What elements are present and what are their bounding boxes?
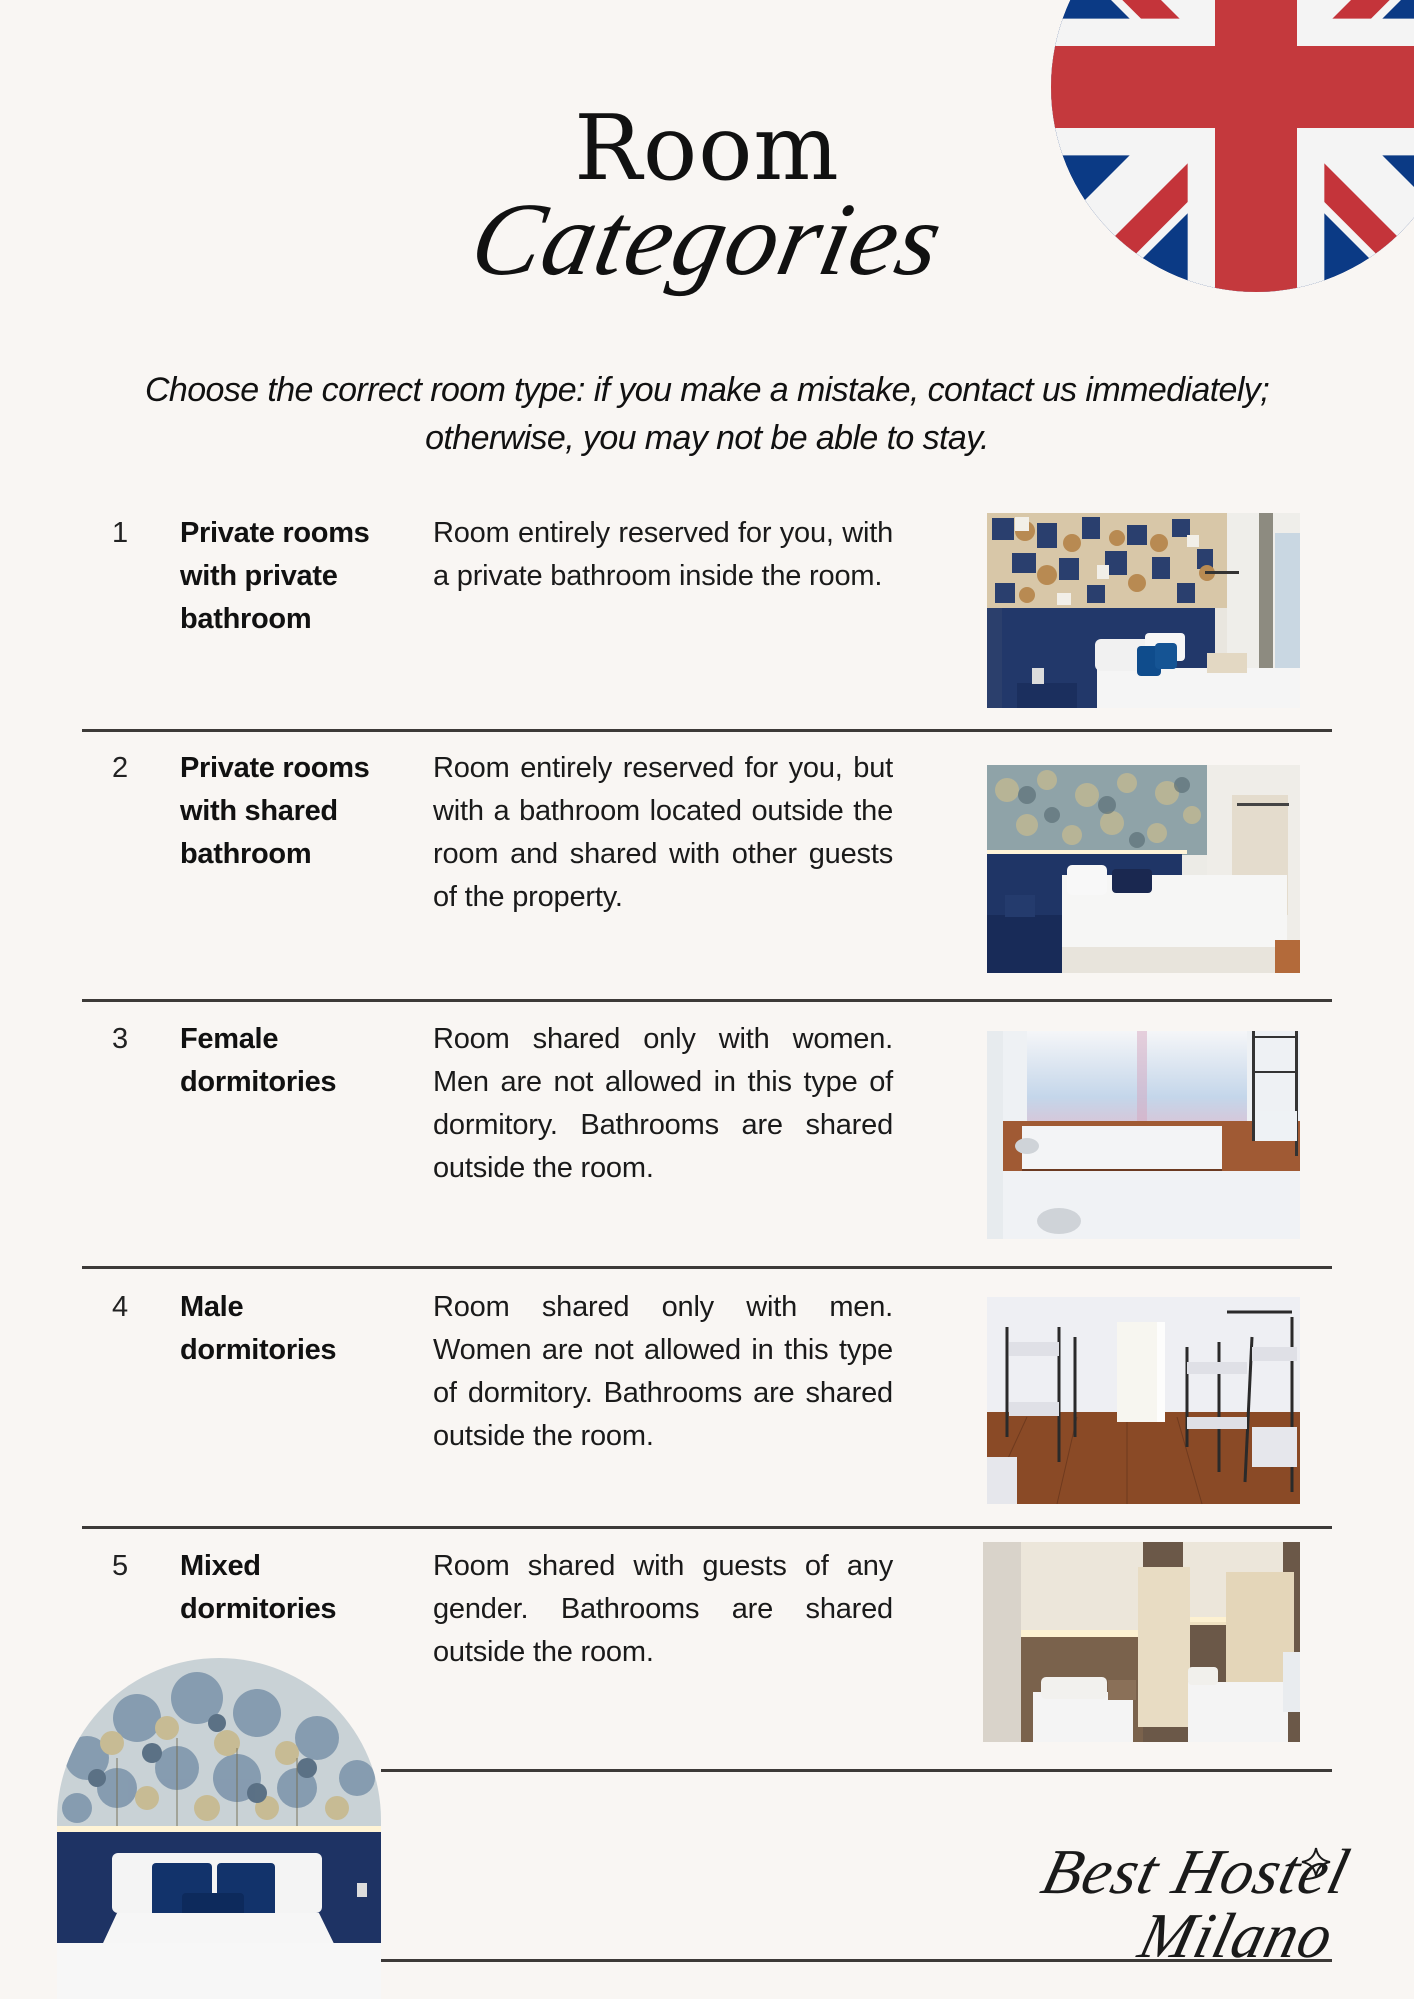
room-description: Room entirely reserved for you, with a private bathroom inside the room. xyxy=(433,517,893,592)
row-divider xyxy=(82,1266,1332,1269)
row-divider xyxy=(82,729,1332,732)
room-number: 2 xyxy=(112,752,129,784)
subtitle-instruction: Choose the correct room type: if you make a mistake, contact us immediately; otherwise, you may not be able to stay. xyxy=(144,371,1270,457)
arch-bedroom-photo xyxy=(57,1658,381,1999)
brand-signature: Best Hostel Milano xyxy=(1034,1836,1357,1971)
room-number: 5 xyxy=(112,1550,129,1582)
footer-top-divider xyxy=(381,1769,1332,1772)
female-dormitory-photo xyxy=(987,1031,1300,1239)
room-name: Mixed dormitories xyxy=(180,1550,337,1625)
row-divider xyxy=(82,1526,1332,1529)
room-description: Room shared only with men. Women are not allowed in this type of dormitory. Bathrooms are shared outside the room. xyxy=(433,1291,893,1452)
room-description: Room shared only with women. Men are not allowed in this type of dormitory. Bathrooms are shared outside the room. xyxy=(433,1023,893,1184)
private-room-private-bathroom-photo xyxy=(987,513,1300,708)
room-description: Room shared with guests of any gender. Bathrooms are shared outside the room. xyxy=(433,1550,893,1668)
room-name: Female dormitories xyxy=(180,1023,337,1098)
male-dormitory-photo xyxy=(987,1297,1300,1504)
private-room-shared-bathroom-photo xyxy=(987,765,1300,973)
room-number: 3 xyxy=(112,1023,129,1055)
room-number: 4 xyxy=(112,1291,129,1323)
room-number: 1 xyxy=(112,517,129,549)
mixed-dormitory-photo xyxy=(983,1542,1300,1742)
sparkle-star-icon xyxy=(1300,1846,1332,1878)
row-divider xyxy=(82,999,1332,1002)
page-title: Room xyxy=(574,96,840,201)
room-name: Private rooms with shared bathroom xyxy=(180,752,370,870)
room-name: Private rooms with private bathroom xyxy=(180,517,370,635)
room-description: Room entirely reserved for you, but with a bathroom located outside the room and shared with other guests of the property. xyxy=(433,752,893,913)
page-title-script: Categories xyxy=(461,182,953,297)
room-name: Male dormitories xyxy=(180,1291,337,1366)
